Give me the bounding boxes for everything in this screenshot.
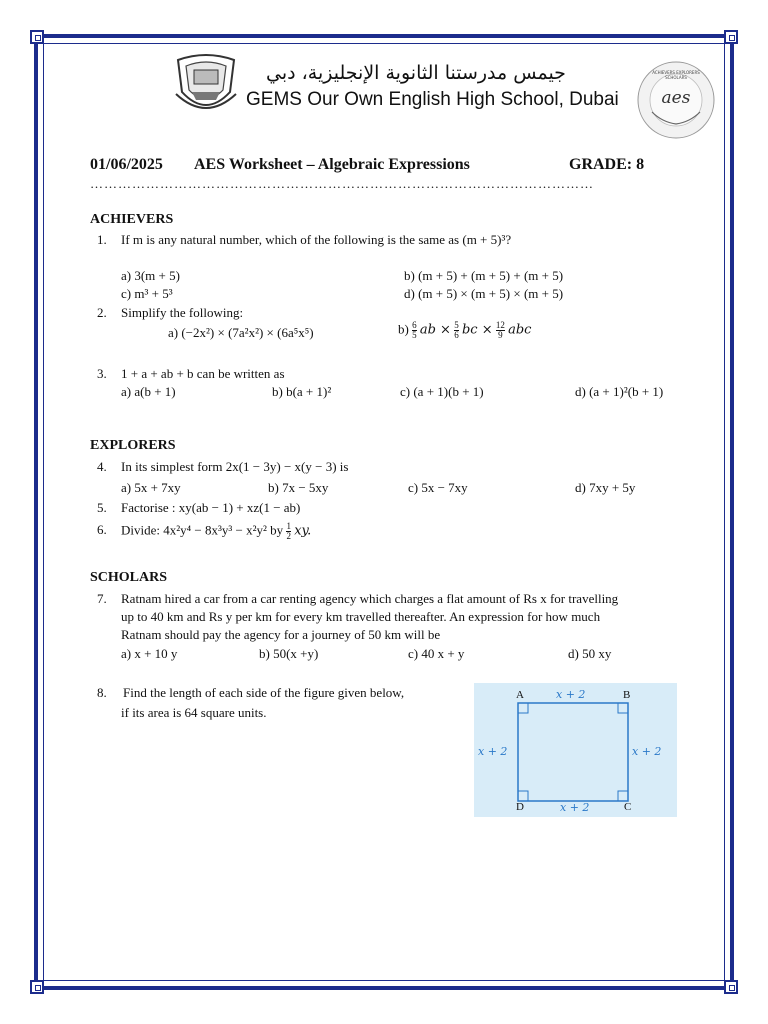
q4-option-a: a) 5x + 7xy <box>121 480 181 495</box>
q8-number: 8. <box>97 685 107 700</box>
school-crest-logo <box>172 52 240 116</box>
q6-number: 6. <box>97 522 107 537</box>
q2-fraction-3: $\frac{12}{9}$ <box>495 320 505 340</box>
q5-number: 5. <box>97 500 107 515</box>
q7-line-2: up to 40 km and Rs y per km for every km travelled thereafter. An expression for how much <box>121 609 601 624</box>
q7-line-3: Ratnam should pay the agency for a journey of 50 km will be <box>121 627 441 642</box>
q1-number: 1. <box>97 232 107 247</box>
corner-ornament-bottom-left <box>30 980 44 994</box>
side-label-bottom: x + 2 <box>560 801 590 814</box>
q4-text: In its simplest form 2x(1 − 3y) − x(y − 3) is <box>121 459 349 474</box>
q5-text: Factorise : xy(ab − 1) + xz(1 − ab) <box>121 500 301 515</box>
q3-number: 3. <box>97 366 107 381</box>
side-label-left: x + 2 <box>478 745 508 758</box>
q3-option-c: c) (a + 1)(b + 1) <box>400 384 484 399</box>
corner-ornament-top-left <box>30 30 44 44</box>
q2-term-3: abc <box>508 322 532 338</box>
q6-expression: Divide: 4x²y⁴ − 8x³y³ − x²y² by <box>121 522 284 538</box>
q6-text <box>121 522 311 541</box>
school-name-english: GEMS Our Own English High School, Dubai <box>246 89 619 110</box>
q2-fraction-2: $\frac{5}{6}$ <box>454 320 459 340</box>
side-label-right: x + 2 <box>632 745 662 758</box>
q1-option-d: d) (m + 5) × (m + 5) × (m + 5) <box>404 286 564 301</box>
q4-option-b: b) 7x − 5xy <box>268 480 329 495</box>
q7-number: 7. <box>97 591 107 606</box>
q3-option-a: a) a(b + 1) <box>121 384 176 399</box>
q1-option-c: c) m³ + 5³ <box>121 286 173 301</box>
q7-option-d: d) 50 xy <box>568 646 612 661</box>
q7-option-a: a) x + 10 y <box>121 646 178 661</box>
aes-logo-ring-text: ACHIEVERS EXPLORERS SCHOLARS <box>652 70 700 80</box>
q2-part-b <box>398 321 531 340</box>
corner-ornament-top-right <box>724 30 738 44</box>
vertex-label-a: A <box>516 689 524 701</box>
q4-number: 4. <box>97 459 107 474</box>
q3-option-b: b) b(a + 1)² <box>272 384 332 399</box>
q2-fraction-1: $\frac{6}{5}$ <box>412 320 417 340</box>
q7-option-c: c) 40 x + y <box>408 646 465 661</box>
vertex-label-c: C <box>624 801 632 813</box>
q7-line-1: Ratnam hired a car from a car renting agency which charges a flat amount of Rs x for travelling <box>121 591 619 606</box>
section-heading-achievers: ACHIEVERS <box>90 212 174 227</box>
q3-text: 1 + a + ab + b can be written as <box>121 366 285 381</box>
vertex-label-b: B <box>623 689 631 701</box>
worksheet-date: 01/06/2025 <box>90 156 163 173</box>
dotted-separator: ……………………………………………………………………………………………… <box>90 176 594 191</box>
q4-option-d: d) 7xy + 5y <box>575 480 636 495</box>
corner-ornament-bottom-right <box>724 980 738 994</box>
q1-option-b: b) (m + 5) + (m + 5) + (m + 5) <box>404 268 564 283</box>
q2-term-1: ab × <box>419 322 451 338</box>
worksheet-title: AES Worksheet – Algebraic Expressions <box>194 156 470 173</box>
square-figure <box>474 683 677 817</box>
q2-number: 2. <box>97 305 107 320</box>
q1-text: If m is any natural number, which of the following is the same as (m + 5)³? <box>121 232 512 247</box>
q2-part-b-label: b) <box>398 321 409 337</box>
q7-option-b: b) 50(x +y) <box>259 646 319 661</box>
q4-option-c: c) 5x − 7xy <box>408 480 468 495</box>
aes-logo-text: aes <box>661 88 691 108</box>
q8-line-1: Find the length of each side of the figure given below, <box>123 685 405 700</box>
section-heading-scholars: SCHOLARS <box>90 570 168 585</box>
q2-term-2: bc × <box>461 322 493 338</box>
q6-fraction: $\frac{1}{2}$ <box>286 521 291 541</box>
q1-option-a: a) 3(m + 5) <box>121 268 180 283</box>
vertex-label-d: D <box>516 801 524 813</box>
q2-text: Simplify the following: <box>121 305 244 320</box>
q3-option-d: d) (a + 1)²(b + 1) <box>575 384 664 399</box>
school-name-arabic: جيمس مدرستنا الثانوية الإنجليزية، دبي <box>266 62 566 84</box>
q8-line-2: if its area is 64 square units. <box>121 705 267 720</box>
section-heading-explorers: EXPLORERS <box>90 438 176 453</box>
worksheet-grade: GRADE: 8 <box>569 156 645 173</box>
side-label-top: x + 2 <box>556 688 586 701</box>
q6-divisor-tail: xy. <box>294 523 312 539</box>
q2-part-a: a) (−2x²) × (7a²x²) × (6a⁵x⁵) <box>168 325 314 340</box>
